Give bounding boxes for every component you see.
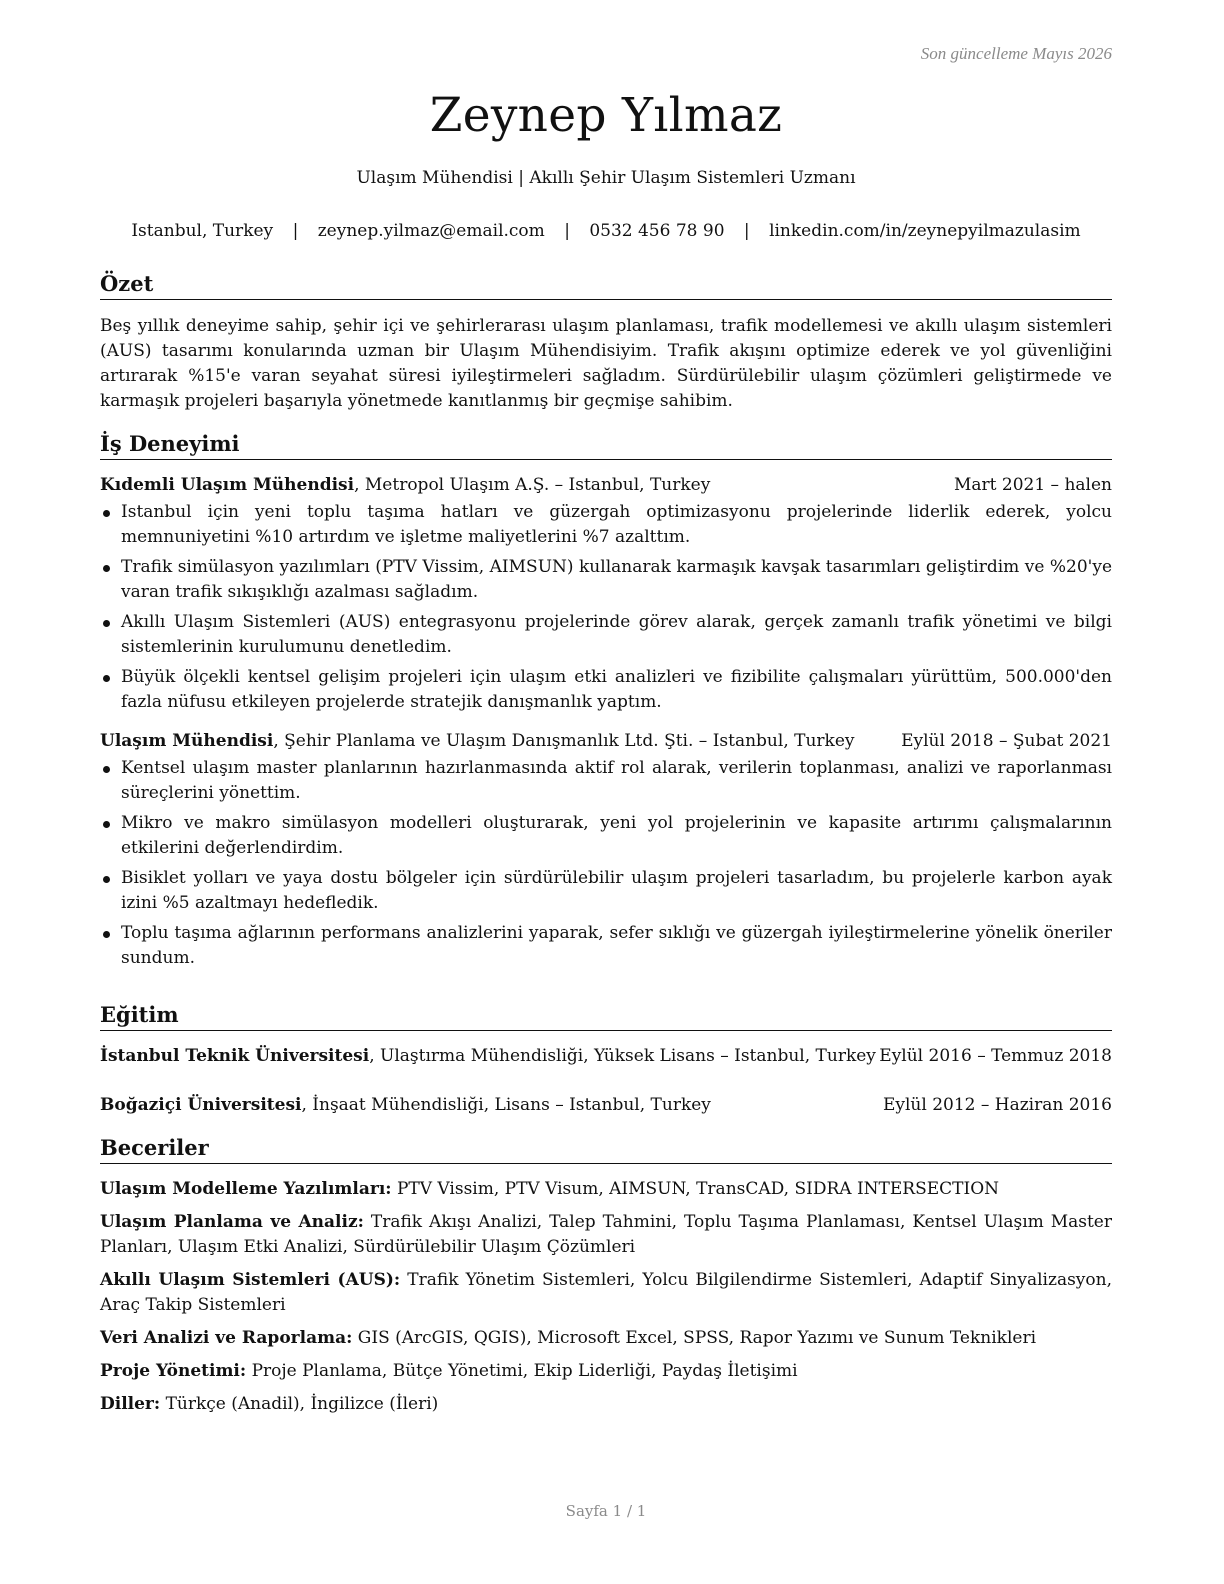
section-title-experience: İş Deneyimi [100,430,1112,460]
contact-separator: | [292,221,299,241]
job-bullet: Istanbul için yeni toplu taşıma hatları ve güzergah optimizasyonu projelerinde liderlik ederek, yolcu memnuniyetini %10 artırdım ve işletme maliyetlerini %7 azalttım. [100,500,1112,550]
education-entry [100,1093,1112,1118]
experience-section [100,430,1112,976]
job-header [100,729,1112,754]
skill-label: Veri Analizi ve Raporlama: [100,1328,353,1348]
skill-row [100,1392,1112,1417]
candidate-name: Zeynep Yılmaz [429,88,783,143]
skill-row [100,1177,1112,1202]
contact-line [100,219,1112,243]
job-entry [100,729,1112,971]
job-bullet: Toplu taşıma ağlarının performans analizlerini yaparak, sefer sıklığı ve güzergah iyileştirmelerine yönelik öneriler sundum. [100,921,1112,971]
job-bullet: Trafik simülasyon yazılımları (PTV Vissim, AIMSUN) kullanarak karmaşık kavşak tasarımları geliştirdim ve %20'ye varan trafik sıkışıklığı azalması sağladım. [100,555,1112,605]
summary-text: Beş yıllık deneyime sahip, şehir içi ve şehirlerarası ulaşım planlaması, trafik modellemesi ve akıllı ulaşım sistemleri (AUS) tasarımı konularında uzman bir Ulaşım Mühendisiyim. Trafik akışını optimize ederek ve yol güvenliğini artırarak %15'e varan seyahat süresi iyileştirmeleri sağladım. Sürdürülebilir ulaşım çözümleri geliştirmede ve karmaşık projeleri başarıyla yönetmede kanıtlanmış bir geçmişe sahibim. [100,316,1112,411]
job-bullets [100,500,1112,715]
education-dates: Eylül 2016 – Temmuz 2018 [879,1046,1112,1066]
job-entry [100,473,1112,715]
education-school: İstanbul Teknik Üniversitesi [100,1046,370,1066]
skill-value: Proje Planlama, Bütçe Yönetimi, Ekip Liderliği, Paydaş İletişimi [246,1361,798,1381]
job-role: Ulaşım Mühendisi [100,731,274,751]
education-detail: , İnşaat Mühendisliği, Lisans – Istanbul, Turkey [301,1095,711,1115]
section-title-education: Eğitim [100,1001,1112,1031]
job-organization: , Metropol Ulaşım A.Ş. – Istanbul, Turkey [354,475,711,495]
skill-value: Trafik Yönetim Sistemleri, Yolcu Bilgilendirme Sistemleri, Adaptif Sinyalizasyon, Araç Takip Sistemleri [100,1270,1112,1315]
skill-value: PTV Vissim, PTV Visum, AIMSUN, TransCAD, SIDRA INTERSECTION [391,1179,1000,1199]
skills-section [100,1134,1112,1417]
skill-label: Ulaşım Modelleme Yazılımları: [100,1179,392,1199]
section-title-summary: Özet [100,270,1112,300]
education-section [100,1001,1112,1118]
skill-value: Trafik Akışı Analizi, Talep Tahmini, Toplu Taşıma Planlaması, Kentsel Ulaşım Master Planları, Ulaşım Etki Analizi, Sürdürülebilir Ulaşım Çözümleri [100,1212,1112,1257]
education-detail: , Ulaştırma Mühendisliği, Yüksek Lisans – Istanbul, Turkey [369,1046,876,1066]
section-title-skills: Beceriler [100,1134,1112,1164]
contact-location: Istanbul, Turkey [131,221,274,241]
contact-linkedin[interactable]: linkedin.com/in/zeynepyilmazulasim [769,221,1081,241]
job-role: Kıdemli Ulaşım Mühendisi [100,475,355,495]
candidate-subtitle: Ulaşım Mühendisi | Akıllı Şehir Ulaşım Sistemleri Uzmanı [356,168,856,188]
summary-section [100,270,1112,414]
page-number: Sayfa 1 / 1 [565,1502,647,1520]
skill-label: Diller: [100,1394,161,1414]
education-dates: Eylül 2012 – Haziran 2016 [882,1095,1112,1115]
last-updated: Son güncelleme Mayıs 2026 [920,44,1112,63]
education-entry [100,1044,1112,1069]
job-bullet: Büyük ölçekli kentsel gelişim projeleri için ulaşım etki analizleri ve fizibilite çalışmaları yürüttüm, 500.000'den fazla nüfusu etkileyen projelerde stratejik danışmanlık yaptım. [100,665,1112,715]
job-bullet: Kentsel ulaşım master planlarının hazırlanmasında aktif rol alarak, verilerin toplanması, analizi ve raporlanması süreçlerini yönettim. [100,756,1112,806]
job-bullet: Akıllı Ulaşım Sistemleri (AUS) entegrasyonu projelerinde görev alarak, gerçek zamanlı trafik yönetimi ve bilgi sistemlerinin kurulumunu denetledim. [100,610,1112,660]
job-organization: , Şehir Planlama ve Ulaşım Danışmanlık Ltd. Şti. – Istanbul, Turkey [273,731,855,751]
contact-email[interactable]: zeynep.yilmaz@email.com [317,221,545,241]
job-dates: Eylül 2018 – Şubat 2021 [901,731,1112,751]
skill-value: Türkçe (Anadil), İngilizce (İleri) [160,1394,439,1414]
skill-row [100,1359,1112,1384]
resume-page [100,0,1112,1584]
education-school: Boğaziçi Üniversitesi [100,1095,302,1115]
skill-label: Ulaşım Planlama ve Analiz: [100,1212,364,1232]
skill-row [100,1326,1112,1351]
job-dates: Mart 2021 – halen [953,475,1112,495]
skill-label: Proje Yönetimi: [100,1361,247,1381]
job-header [100,473,1112,498]
contact-phone[interactable]: 0532 456 78 90 [589,221,725,241]
contact-separator: | [743,221,750,241]
skill-row [100,1268,1112,1318]
skill-value: GIS (ArcGIS, QGIS), Microsoft Excel, SPSS, Rapor Yazımı ve Sunum Teknikleri [352,1328,1037,1348]
contact-separator: | [564,221,570,241]
job-bullet: Bisiklet yolları ve yaya dostu bölgeler için sürdürülebilir ulaşım projeleri tasarladım, bu projelerle karbon ayak izini %5 azaltmayı hedefledik. [100,866,1112,916]
skill-row [100,1210,1112,1260]
skill-label: Akıllı Ulaşım Sistemleri (AUS): [100,1270,401,1290]
job-bullet: Mikro ve makro simülasyon modelleri oluşturarak, yeni yol projelerinin ve kapasite artırımı çalışmalarının etkilerini değerlendirdim. [100,811,1112,861]
job-bullets [100,756,1112,971]
